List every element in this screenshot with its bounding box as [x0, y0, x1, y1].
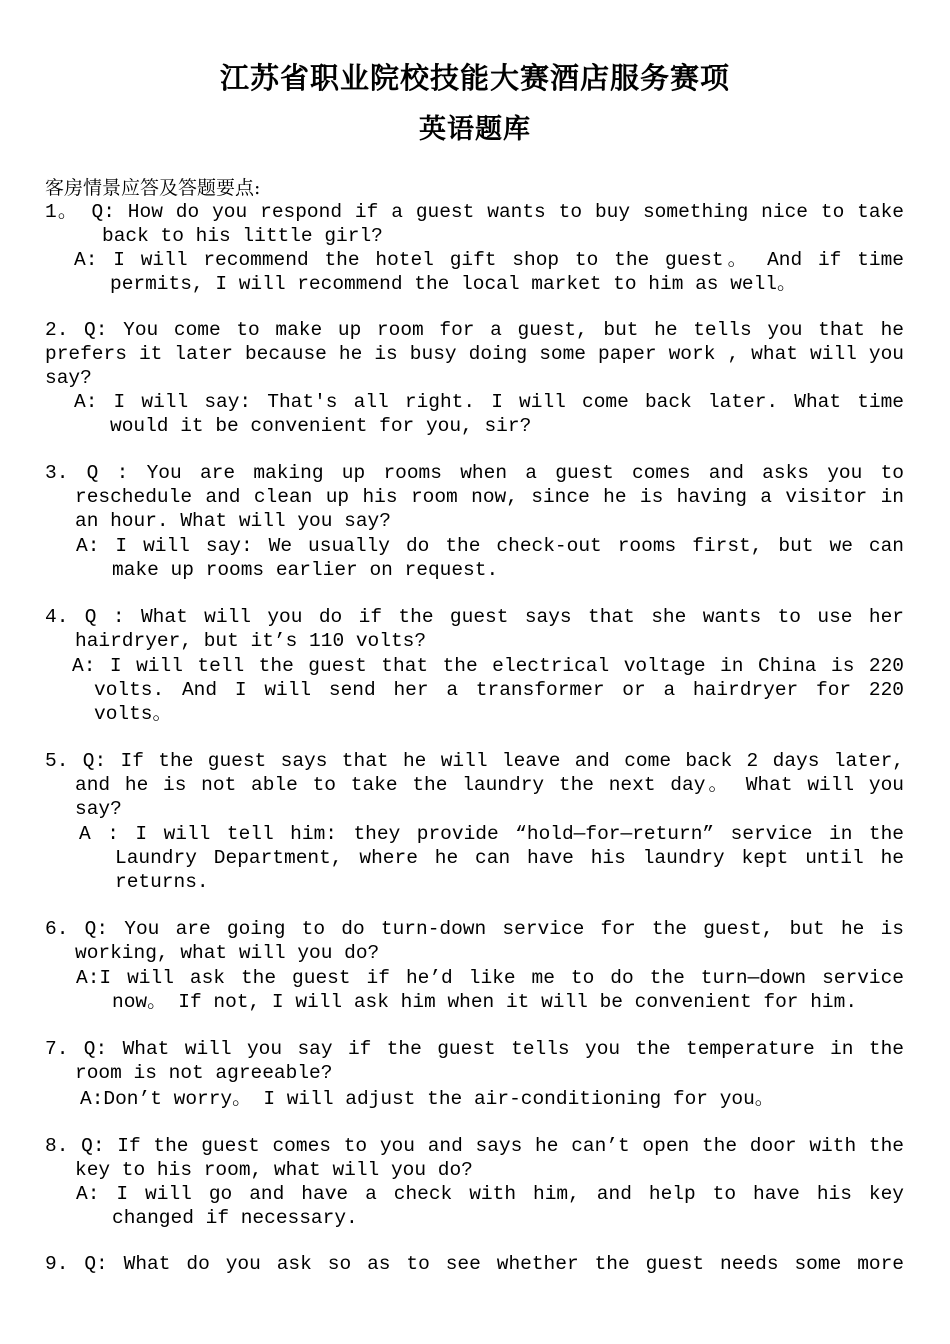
- question-9: 9. Q: What do you ask so as to see whether the guest needs some more: [45, 1253, 904, 1275]
- question-7: 7. Q: What will you say if the guest tells you the temperature in the room is not agreeable?: [45, 1038, 904, 1084]
- question-2: 2. Q: You come to make up room for a guest, but he tells you that he prefers it later because he is busy doing some paper work , what will you say?: [45, 319, 904, 389]
- answer-3: A: I will say: We usually do the check-out rooms first, but we can make up rooms earlier on request.: [76, 535, 904, 581]
- answer-8: A: I will go and have a check with him, and help to have his key changed if necessary.: [76, 1183, 904, 1229]
- answer-1: A: I will recommend the hotel gift shop to the guest。 And if time permits, I will recommend the local market to him as well。: [74, 249, 904, 295]
- answer-2: A: I will say: That's all right. I will come back later. What time would it be convenient for you, sir?: [74, 391, 904, 437]
- section-heading: 客房情景应答及答题要点:: [45, 177, 261, 199]
- question-6: 6. Q: You are going to do turn-down service for the guest, but he is working, what will you do?: [45, 918, 904, 964]
- question-8: 8. Q: If the guest comes to you and says he can’t open the door with the key to his room, what will you do?: [45, 1135, 904, 1181]
- question-3: 3. Q : You are making up rooms when a guest comes and asks you to reschedule and clean up his room now, since he is having a visitor in an hour. What will you say?: [45, 462, 904, 532]
- page-title: 江苏省职业院校技能大赛酒店服务赛项: [219, 61, 730, 95]
- answer-5: A : I will tell him: they provide “hold—for—return” service in the Laundry Department, where he can have his laundry kept until he returns.: [79, 823, 904, 893]
- page-subtitle: 英语题库: [419, 114, 531, 145]
- question-4: 4. Q : What will you do if the guest says that she wants to use her hairdryer, but it’s 110 volts?: [45, 606, 904, 652]
- answer-6: A:I will ask the guest if he’d like me to do the turn—down service now。 If not, I will ask him when it will be convenient for him.: [76, 967, 904, 1013]
- question-5: 5. Q: If the guest says that he will leave and come back 2 days later, and he is not able to take the laundry the next day。 What will you say?: [45, 750, 904, 820]
- answer-7: A:Don’t worry。 I will adjust the air-conditioning for you。: [80, 1088, 775, 1110]
- answer-4: A: I will tell the guest that the electrical voltage in China is 220 volts. And I will send her a transformer or a hairdryer for 220 volts。: [72, 655, 904, 725]
- question-1: 1。 Q: How do you respond if a guest wants to buy something nice to take back to his little girl?: [45, 201, 904, 247]
